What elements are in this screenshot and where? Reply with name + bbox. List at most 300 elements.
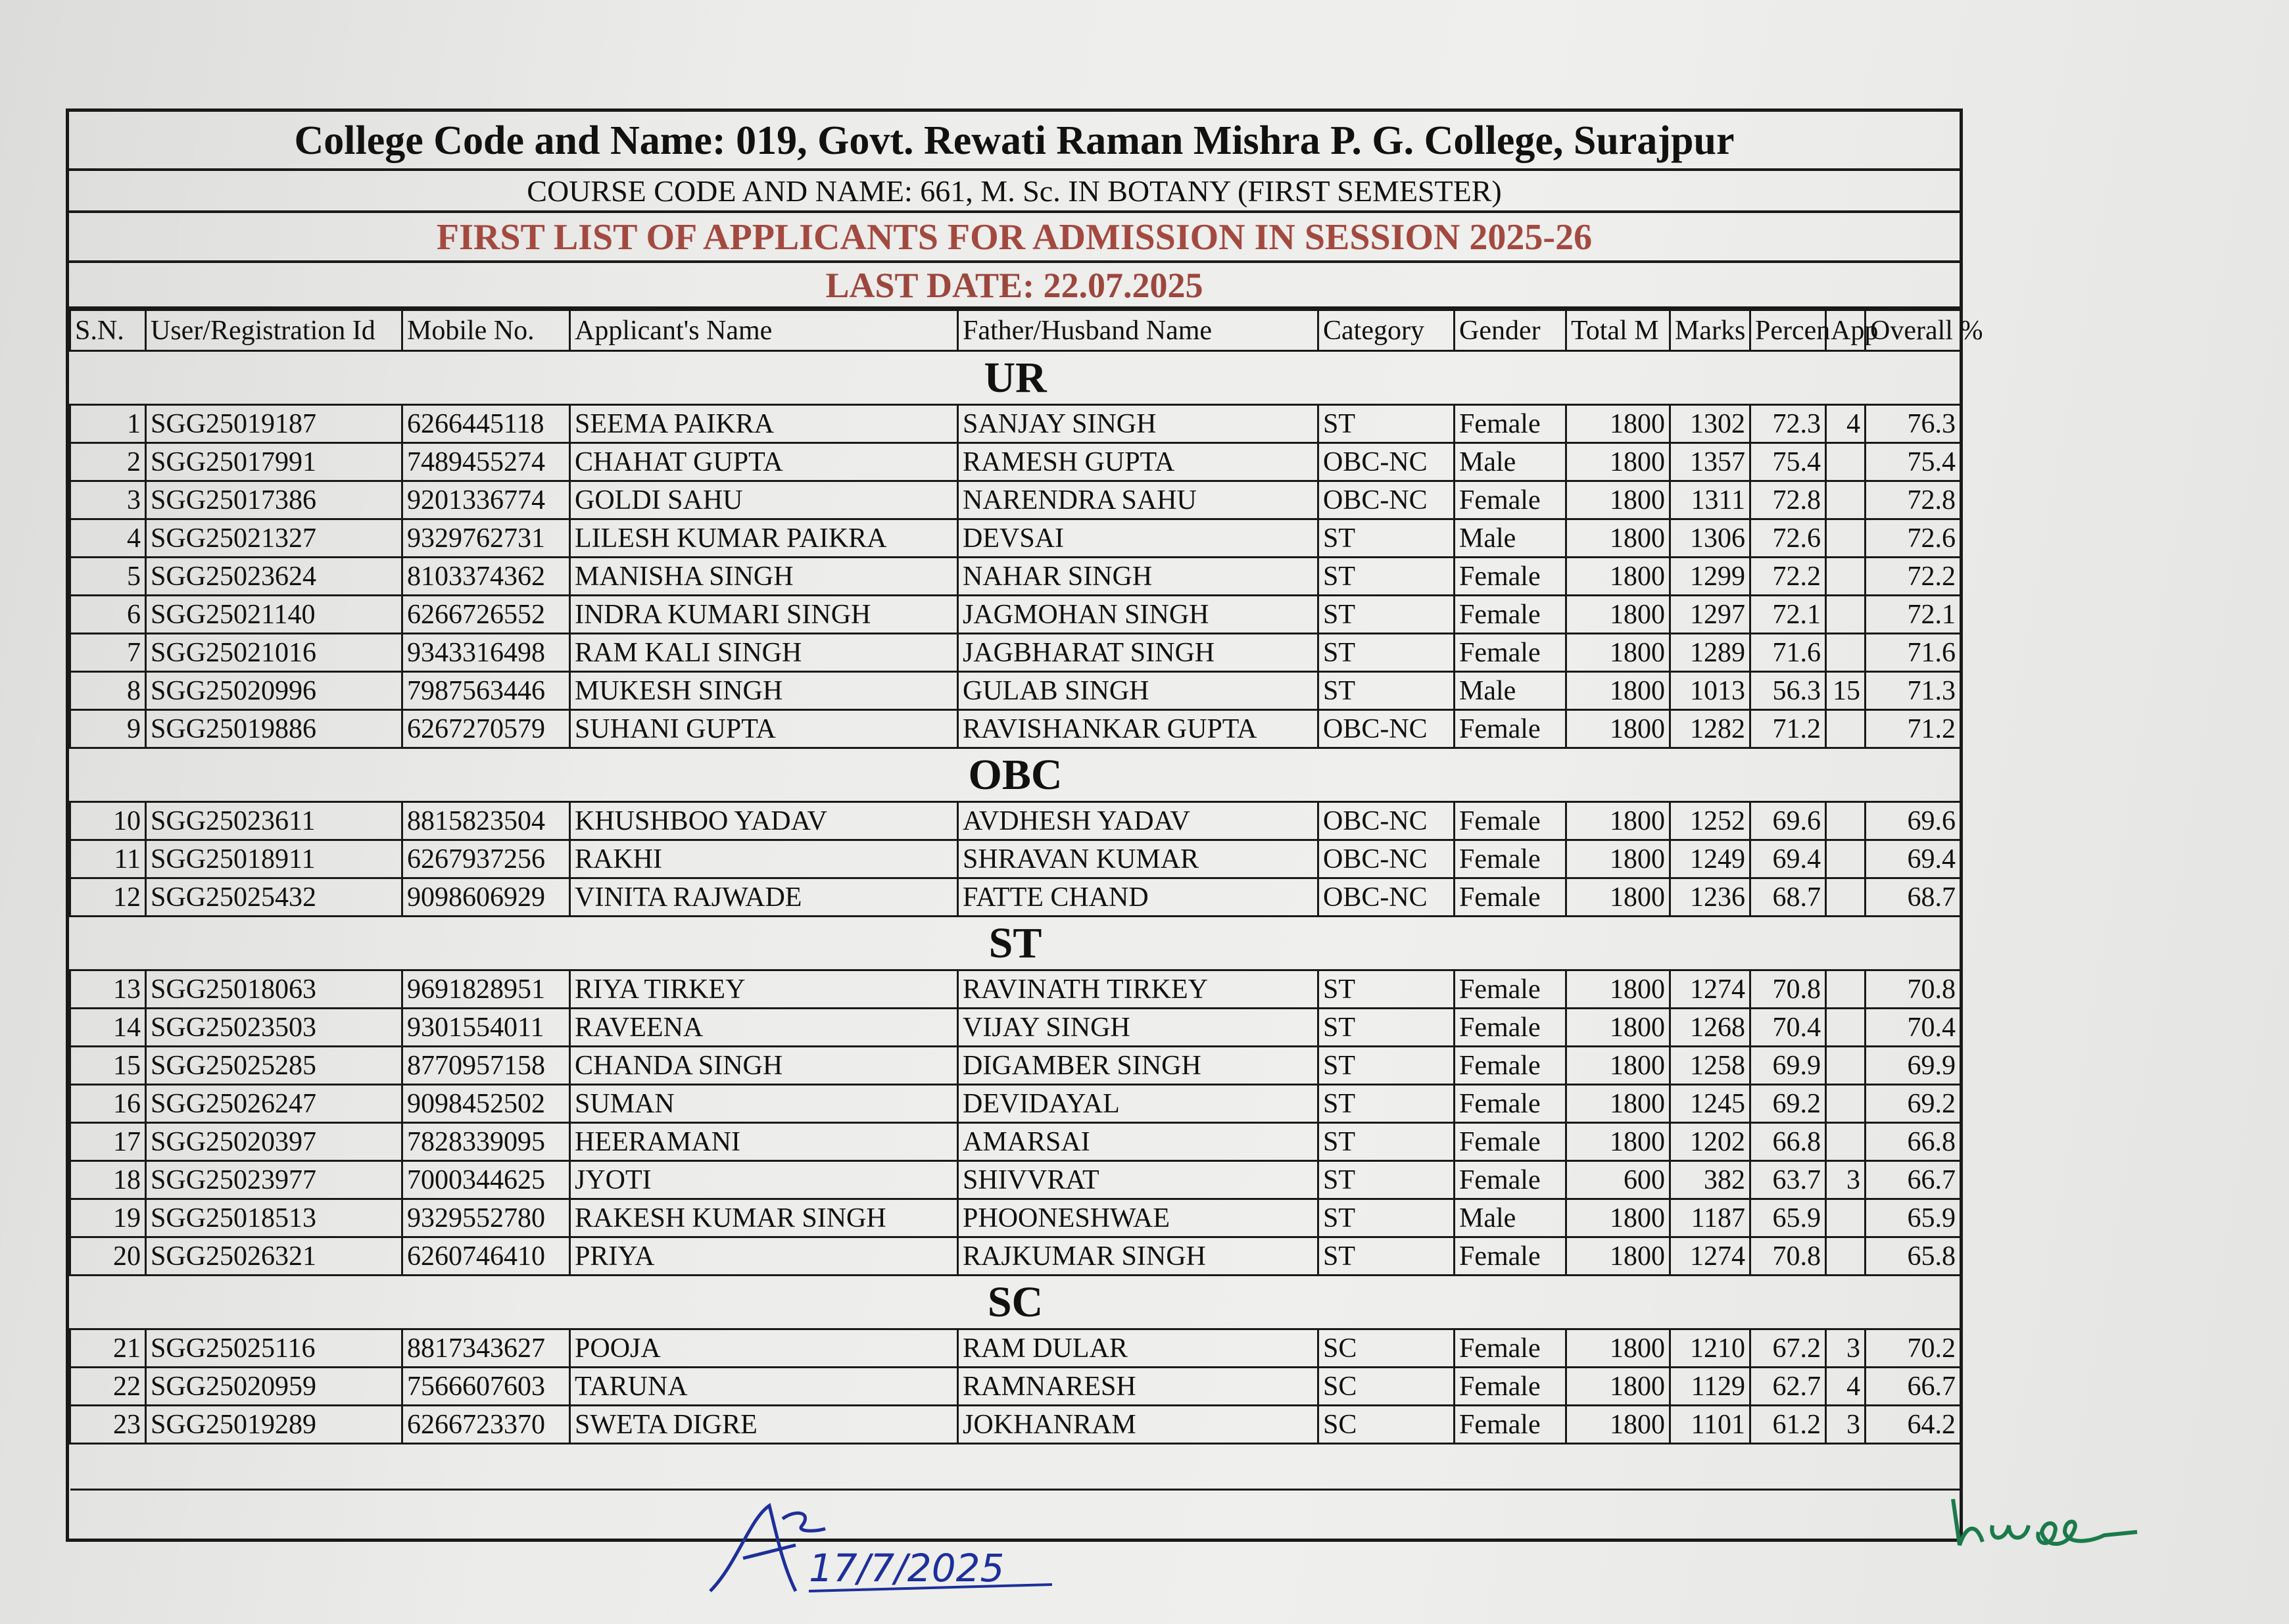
- cell-overall: 72.2: [1866, 558, 1961, 596]
- table-row: [70, 481, 1961, 519]
- cell-sn: 6: [70, 596, 146, 634]
- cell-name: SUHANI GUPTA: [570, 710, 958, 748]
- cell-mobile: 8817343627: [402, 1329, 570, 1368]
- cell-app: [1826, 1009, 1866, 1047]
- cell-id: SGG25026247: [146, 1085, 402, 1123]
- college-title: College Code and Name: 019, Govt. Rewati Raman Mishra P. G. College, Surajpur: [69, 112, 1960, 171]
- table-body: [70, 351, 1961, 1490]
- cell-father: AMARSAI: [958, 1123, 1318, 1161]
- cell-category: OBC-NC: [1318, 840, 1455, 878]
- cell-total: 1800: [1566, 1237, 1670, 1276]
- cell-overall: 66.7: [1866, 1368, 1961, 1406]
- cell-name: JYOTI: [570, 1161, 958, 1199]
- cell-marks: 1210: [1670, 1329, 1750, 1368]
- cell-gender: Female: [1455, 1047, 1566, 1085]
- cell-mobile: 6266726552: [402, 596, 570, 634]
- cell-father: FATTE CHAND: [958, 878, 1318, 917]
- cell-category: ST: [1318, 1161, 1455, 1199]
- cell-category: ST: [1318, 1009, 1455, 1047]
- cell-category: OBC-NC: [1318, 802, 1455, 840]
- cell-mobile: 8815823504: [402, 802, 570, 840]
- cell-father: GULAB SINGH: [958, 672, 1318, 710]
- table-row: [70, 840, 1961, 878]
- cell-total: 1800: [1566, 405, 1670, 443]
- admission-list-sheet: [66, 108, 1983, 1542]
- cell-category: ST: [1318, 558, 1455, 596]
- section-heading-row: [70, 1276, 1961, 1329]
- cell-percent: 69.4: [1750, 840, 1826, 878]
- cell-father: JAGBHARAT SINGH: [958, 634, 1318, 672]
- cell-overall: 76.3: [1866, 405, 1961, 443]
- cell-marks: 1202: [1670, 1123, 1750, 1161]
- initials-signature: [1946, 1486, 2144, 1565]
- cell-overall: 70.4: [1866, 1009, 1961, 1047]
- cell-id: SGG25021140: [146, 596, 402, 634]
- cell-overall: 70.8: [1866, 970, 1961, 1009]
- cell-name: RIYA TIRKEY: [570, 970, 958, 1009]
- cell-mobile: 8103374362: [402, 558, 570, 596]
- applicants-table: [69, 309, 1983, 1491]
- cell-sn: 18: [70, 1161, 146, 1199]
- cell-father: RAMNARESH: [958, 1368, 1318, 1406]
- cell-name: GOLDI SAHU: [570, 481, 958, 519]
- cell-app: [1826, 481, 1866, 519]
- cell-marks: 1129: [1670, 1368, 1750, 1406]
- cell-app: [1826, 1199, 1866, 1237]
- cell-sn: 9: [70, 710, 146, 748]
- cell-father: AVDHESH YADAV: [958, 802, 1318, 840]
- cell-id: SGG25023977: [146, 1161, 402, 1199]
- cell-marks: 1101: [1670, 1406, 1750, 1444]
- cell-name: SWETA DIGRE: [570, 1406, 958, 1444]
- cell-name: RAKHI: [570, 840, 958, 878]
- cell-gender: Male: [1455, 672, 1566, 710]
- cell-sn: 14: [70, 1009, 146, 1047]
- cell-total: 1800: [1566, 519, 1670, 558]
- cell-app: [1826, 1047, 1866, 1085]
- cell-percent: 56.3: [1750, 672, 1826, 710]
- column-header: Father/Husband Name: [958, 310, 1318, 351]
- cell-app: 3: [1826, 1406, 1866, 1444]
- cell-sn: 7: [70, 634, 146, 672]
- cell-father: DEVIDAYAL: [958, 1085, 1318, 1123]
- cell-category: OBC-NC: [1318, 878, 1455, 917]
- cell-overall: 68.7: [1866, 878, 1961, 917]
- cell-marks: 1245: [1670, 1085, 1750, 1123]
- empty-footer-cell: [70, 1444, 1961, 1490]
- cell-sn: 11: [70, 840, 146, 878]
- cell-app: [1826, 802, 1866, 840]
- cell-overall: 72.6: [1866, 519, 1961, 558]
- section-heading-row: [70, 748, 1961, 802]
- cell-gender: Female: [1455, 1085, 1566, 1123]
- column-header: Applicant's Name: [570, 310, 958, 351]
- cell-gender: Female: [1455, 1329, 1566, 1368]
- cell-percent: 71.6: [1750, 634, 1826, 672]
- cell-sn: 16: [70, 1085, 146, 1123]
- cell-name: POOJA: [570, 1329, 958, 1368]
- column-header: App: [1826, 310, 1866, 351]
- section-heading-row: [70, 351, 1961, 405]
- cell-father: DEVSAI: [958, 519, 1318, 558]
- cell-total: 1800: [1566, 710, 1670, 748]
- cell-mobile: 9691828951: [402, 970, 570, 1009]
- table-row: [70, 634, 1961, 672]
- last-date: LAST DATE: 22.07.2025: [69, 263, 1960, 309]
- cell-id: SGG25019886: [146, 710, 402, 748]
- cell-sn: 10: [70, 802, 146, 840]
- cell-name: CHAHAT GUPTA: [570, 443, 958, 481]
- cell-percent: 75.4: [1750, 443, 1826, 481]
- cell-id: SGG25018911: [146, 840, 402, 878]
- table-header-row: [70, 310, 1961, 351]
- cell-percent: 72.3: [1750, 405, 1826, 443]
- cell-category: ST: [1318, 1199, 1455, 1237]
- cell-id: SGG25019289: [146, 1406, 402, 1444]
- cell-father: RAJKUMAR SINGH: [958, 1237, 1318, 1276]
- section-title: UR: [70, 351, 1961, 405]
- cell-marks: 1297: [1670, 596, 1750, 634]
- column-header: User/Registration Id: [146, 310, 402, 351]
- table-row: [70, 1009, 1961, 1047]
- cell-app: [1826, 634, 1866, 672]
- cell-percent: 67.2: [1750, 1329, 1826, 1368]
- cell-app: 3: [1826, 1161, 1866, 1199]
- cell-name: SEEMA PAIKRA: [570, 405, 958, 443]
- cell-app: [1826, 840, 1866, 878]
- cell-sn: 23: [70, 1406, 146, 1444]
- cell-father: SHIVVRAT: [958, 1161, 1318, 1199]
- cell-total: 1800: [1566, 802, 1670, 840]
- cell-overall: 69.6: [1866, 802, 1961, 840]
- table-row: [70, 1237, 1961, 1276]
- table-row: [70, 672, 1961, 710]
- cell-category: OBC-NC: [1318, 710, 1455, 748]
- cell-app: [1826, 596, 1866, 634]
- column-header: Percen: [1750, 310, 1826, 351]
- cell-total: 1800: [1566, 1368, 1670, 1406]
- cell-marks: 1302: [1670, 405, 1750, 443]
- cell-app: [1826, 1085, 1866, 1123]
- cell-sn: 19: [70, 1199, 146, 1237]
- cell-mobile: 7489455274: [402, 443, 570, 481]
- column-header: Category: [1318, 310, 1455, 351]
- cell-marks: 382: [1670, 1161, 1750, 1199]
- cell-mobile: 9201336774: [402, 481, 570, 519]
- cell-gender: Female: [1455, 481, 1566, 519]
- cell-category: OBC-NC: [1318, 443, 1455, 481]
- cell-gender: Female: [1455, 405, 1566, 443]
- cell-sn: 12: [70, 878, 146, 917]
- cell-total: 1800: [1566, 558, 1670, 596]
- cell-marks: 1274: [1670, 1237, 1750, 1276]
- column-header: Mobile No.: [402, 310, 570, 351]
- cell-total: 1800: [1566, 970, 1670, 1009]
- cell-gender: Female: [1455, 802, 1566, 840]
- cell-category: OBC-NC: [1318, 481, 1455, 519]
- section-title: OBC: [70, 748, 1961, 802]
- cell-category: ST: [1318, 970, 1455, 1009]
- course-title: COURSE CODE AND NAME: 661, M. Sc. IN BOTANY (FIRST SEMESTER): [69, 171, 1960, 213]
- cell-sn: 8: [70, 672, 146, 710]
- table-row: [70, 596, 1961, 634]
- cell-id: SGG25025116: [146, 1329, 402, 1368]
- cell-overall: 64.2: [1866, 1406, 1961, 1444]
- cell-marks: 1013: [1670, 672, 1750, 710]
- cell-gender: Female: [1455, 1009, 1566, 1047]
- cell-percent: 69.9: [1750, 1047, 1826, 1085]
- table-row: [70, 405, 1961, 443]
- cell-name: LILESH KUMAR PAIKRA: [570, 519, 958, 558]
- table-row: [70, 1161, 1961, 1199]
- cell-mobile: 7987563446: [402, 672, 570, 710]
- cell-name: RAKESH KUMAR SINGH: [570, 1199, 958, 1237]
- cell-overall: 69.4: [1866, 840, 1961, 878]
- cell-overall: 69.9: [1866, 1047, 1961, 1085]
- cell-total: 1800: [1566, 1085, 1670, 1123]
- cell-mobile: 9329552780: [402, 1199, 570, 1237]
- cell-sn: 20: [70, 1237, 146, 1276]
- cell-category: SC: [1318, 1329, 1455, 1368]
- table-row: [70, 1085, 1961, 1123]
- table-row: [70, 1406, 1961, 1444]
- cell-marks: 1187: [1670, 1199, 1750, 1237]
- cell-total: 1800: [1566, 1009, 1670, 1047]
- cell-app: [1826, 519, 1866, 558]
- cell-marks: 1252: [1670, 802, 1750, 840]
- cell-sn: 15: [70, 1047, 146, 1085]
- cell-gender: Male: [1455, 1199, 1566, 1237]
- cell-app: [1826, 1123, 1866, 1161]
- cell-total: 1800: [1566, 596, 1670, 634]
- cell-total: 1800: [1566, 1199, 1670, 1237]
- cell-sn: 3: [70, 481, 146, 519]
- cell-total: 1800: [1566, 1047, 1670, 1085]
- cell-name: RAM KALI SINGH: [570, 634, 958, 672]
- cell-percent: 72.8: [1750, 481, 1826, 519]
- cell-percent: 70.8: [1750, 1237, 1826, 1276]
- cell-mobile: 9098606929: [402, 878, 570, 917]
- cell-overall: 71.2: [1866, 710, 1961, 748]
- cell-total: 600: [1566, 1161, 1670, 1199]
- table-row: [70, 1199, 1961, 1237]
- cell-total: 1800: [1566, 1123, 1670, 1161]
- table-row: [70, 878, 1961, 917]
- cell-category: SC: [1318, 1368, 1455, 1406]
- section-title: SC: [70, 1276, 1961, 1329]
- cell-marks: 1289: [1670, 634, 1750, 672]
- cell-id: SGG25019187: [146, 405, 402, 443]
- cell-sn: 21: [70, 1329, 146, 1368]
- cell-overall: 72.8: [1866, 481, 1961, 519]
- column-header: S.N.: [70, 310, 146, 351]
- cell-father: DIGAMBER SINGH: [958, 1047, 1318, 1085]
- cell-father: RAVISHANKAR GUPTA: [958, 710, 1318, 748]
- cell-name: CHANDA SINGH: [570, 1047, 958, 1085]
- cell-gender: Female: [1455, 710, 1566, 748]
- column-header: Gender: [1455, 310, 1566, 351]
- cell-id: SGG25017386: [146, 481, 402, 519]
- table-footer-row: [70, 1444, 1961, 1490]
- cell-id: SGG25023624: [146, 558, 402, 596]
- cell-mobile: 7828339095: [402, 1123, 570, 1161]
- cell-overall: 72.1: [1866, 596, 1961, 634]
- cell-id: SGG25021016: [146, 634, 402, 672]
- cell-gender: Female: [1455, 1368, 1566, 1406]
- cell-category: ST: [1318, 596, 1455, 634]
- cell-overall: 65.8: [1866, 1237, 1961, 1276]
- cell-id: SGG25020959: [146, 1368, 402, 1406]
- cell-name: HEERAMANI: [570, 1123, 958, 1161]
- cell-percent: 72.1: [1750, 596, 1826, 634]
- cell-sn: 13: [70, 970, 146, 1009]
- cell-percent: 69.6: [1750, 802, 1826, 840]
- cell-gender: Female: [1455, 558, 1566, 596]
- cell-name: SUMAN: [570, 1085, 958, 1123]
- table-row: [70, 1329, 1961, 1368]
- cell-name: VINITA RAJWADE: [570, 878, 958, 917]
- cell-percent: 66.8: [1750, 1123, 1826, 1161]
- cell-mobile: 9343316498: [402, 634, 570, 672]
- signature-date-text: 17/7/2025: [809, 1546, 1005, 1590]
- cell-gender: Female: [1455, 596, 1566, 634]
- cell-category: ST: [1318, 405, 1455, 443]
- cell-mobile: 6260746410: [402, 1237, 570, 1276]
- cell-gender: Female: [1455, 1237, 1566, 1276]
- cell-percent: 70.4: [1750, 1009, 1826, 1047]
- cell-id: SGG25025432: [146, 878, 402, 917]
- cell-category: ST: [1318, 1237, 1455, 1276]
- table-row: [70, 1047, 1961, 1085]
- cell-percent: 71.2: [1750, 710, 1826, 748]
- cell-app: 4: [1826, 405, 1866, 443]
- section-title: ST: [70, 917, 1961, 970]
- column-header: Total M: [1566, 310, 1670, 351]
- cell-percent: 70.8: [1750, 970, 1826, 1009]
- table-row: [70, 558, 1961, 596]
- table-row: [70, 970, 1961, 1009]
- cell-total: 1800: [1566, 481, 1670, 519]
- cell-percent: 65.9: [1750, 1199, 1826, 1237]
- cell-percent: 72.2: [1750, 558, 1826, 596]
- cell-name: MANISHA SINGH: [570, 558, 958, 596]
- cell-name: MUKESH SINGH: [570, 672, 958, 710]
- cell-id: SGG25023611: [146, 802, 402, 840]
- cell-app: [1826, 443, 1866, 481]
- column-header: Overall %: [1866, 310, 1961, 351]
- cell-father: SHRAVAN KUMAR: [958, 840, 1318, 878]
- cell-category: ST: [1318, 519, 1455, 558]
- cell-gender: Female: [1455, 878, 1566, 917]
- cell-total: 1800: [1566, 634, 1670, 672]
- cell-overall: 65.9: [1866, 1199, 1961, 1237]
- cell-overall: 75.4: [1866, 443, 1961, 481]
- cell-father: SANJAY SINGH: [958, 405, 1318, 443]
- cell-marks: 1282: [1670, 710, 1750, 748]
- date-signature: [697, 1493, 1065, 1604]
- cell-father: PHOONESHWAE: [958, 1199, 1318, 1237]
- cell-id: SGG25025285: [146, 1047, 402, 1085]
- cell-sn: 1: [70, 405, 146, 443]
- cell-mobile: 7566607603: [402, 1368, 570, 1406]
- cell-percent: 62.7: [1750, 1368, 1826, 1406]
- cell-category: ST: [1318, 672, 1455, 710]
- cell-id: SGG25026321: [146, 1237, 402, 1276]
- cell-marks: 1311: [1670, 481, 1750, 519]
- table-row: [70, 519, 1961, 558]
- table-row: [70, 1123, 1961, 1161]
- cell-percent: 63.7: [1750, 1161, 1826, 1199]
- cell-overall: 69.2: [1866, 1085, 1961, 1123]
- cell-name: PRIYA: [570, 1237, 958, 1276]
- cell-total: 1800: [1566, 840, 1670, 878]
- cell-sn: 2: [70, 443, 146, 481]
- cell-total: 1800: [1566, 672, 1670, 710]
- cell-gender: Female: [1455, 1161, 1566, 1199]
- table-row: [70, 802, 1961, 840]
- cell-mobile: 6267270579: [402, 710, 570, 748]
- cell-app: [1826, 970, 1866, 1009]
- table-row: [70, 710, 1961, 748]
- cell-name: INDRA KUMARI SINGH: [570, 596, 958, 634]
- cell-sn: 5: [70, 558, 146, 596]
- cell-category: ST: [1318, 1085, 1455, 1123]
- cell-id: SGG25018513: [146, 1199, 402, 1237]
- cell-gender: Female: [1455, 840, 1566, 878]
- cell-app: [1826, 558, 1866, 596]
- cell-app: 4: [1826, 1368, 1866, 1406]
- cell-app: [1826, 710, 1866, 748]
- cell-id: SGG25023503: [146, 1009, 402, 1047]
- cell-mobile: 6266723370: [402, 1406, 570, 1444]
- cell-marks: 1236: [1670, 878, 1750, 917]
- cell-gender: Female: [1455, 1406, 1566, 1444]
- cell-category: ST: [1318, 634, 1455, 672]
- cell-mobile: 9301554011: [402, 1009, 570, 1047]
- cell-marks: 1258: [1670, 1047, 1750, 1085]
- cell-mobile: 7000344625: [402, 1161, 570, 1199]
- cell-gender: Female: [1455, 634, 1566, 672]
- cell-percent: 61.2: [1750, 1406, 1826, 1444]
- cell-sn: 22: [70, 1368, 146, 1406]
- cell-gender: Female: [1455, 970, 1566, 1009]
- cell-overall: 66.8: [1866, 1123, 1961, 1161]
- cell-name: RAVEENA: [570, 1009, 958, 1047]
- cell-percent: 69.2: [1750, 1085, 1826, 1123]
- cell-overall: 66.7: [1866, 1161, 1961, 1199]
- cell-id: SGG25018063: [146, 970, 402, 1009]
- cell-category: ST: [1318, 1047, 1455, 1085]
- cell-father: NAHAR SINGH: [958, 558, 1318, 596]
- cell-total: 1800: [1566, 443, 1670, 481]
- cell-mobile: 8770957158: [402, 1047, 570, 1085]
- cell-marks: 1306: [1670, 519, 1750, 558]
- cell-mobile: 9098452502: [402, 1085, 570, 1123]
- cell-father: RAVINATH TIRKEY: [958, 970, 1318, 1009]
- cell-father: NARENDRA SAHU: [958, 481, 1318, 519]
- cell-name: KHUSHBOO YADAV: [570, 802, 958, 840]
- cell-gender: Male: [1455, 443, 1566, 481]
- cell-father: RAM DULAR: [958, 1329, 1318, 1368]
- cell-id: SGG25017991: [146, 443, 402, 481]
- table-row: [70, 443, 1961, 481]
- cell-marks: 1274: [1670, 970, 1750, 1009]
- column-header: Marks: [1670, 310, 1750, 351]
- cell-mobile: 6266445118: [402, 405, 570, 443]
- cell-gender: Female: [1455, 1123, 1566, 1161]
- cell-id: SGG25020996: [146, 672, 402, 710]
- cell-category: ST: [1318, 1123, 1455, 1161]
